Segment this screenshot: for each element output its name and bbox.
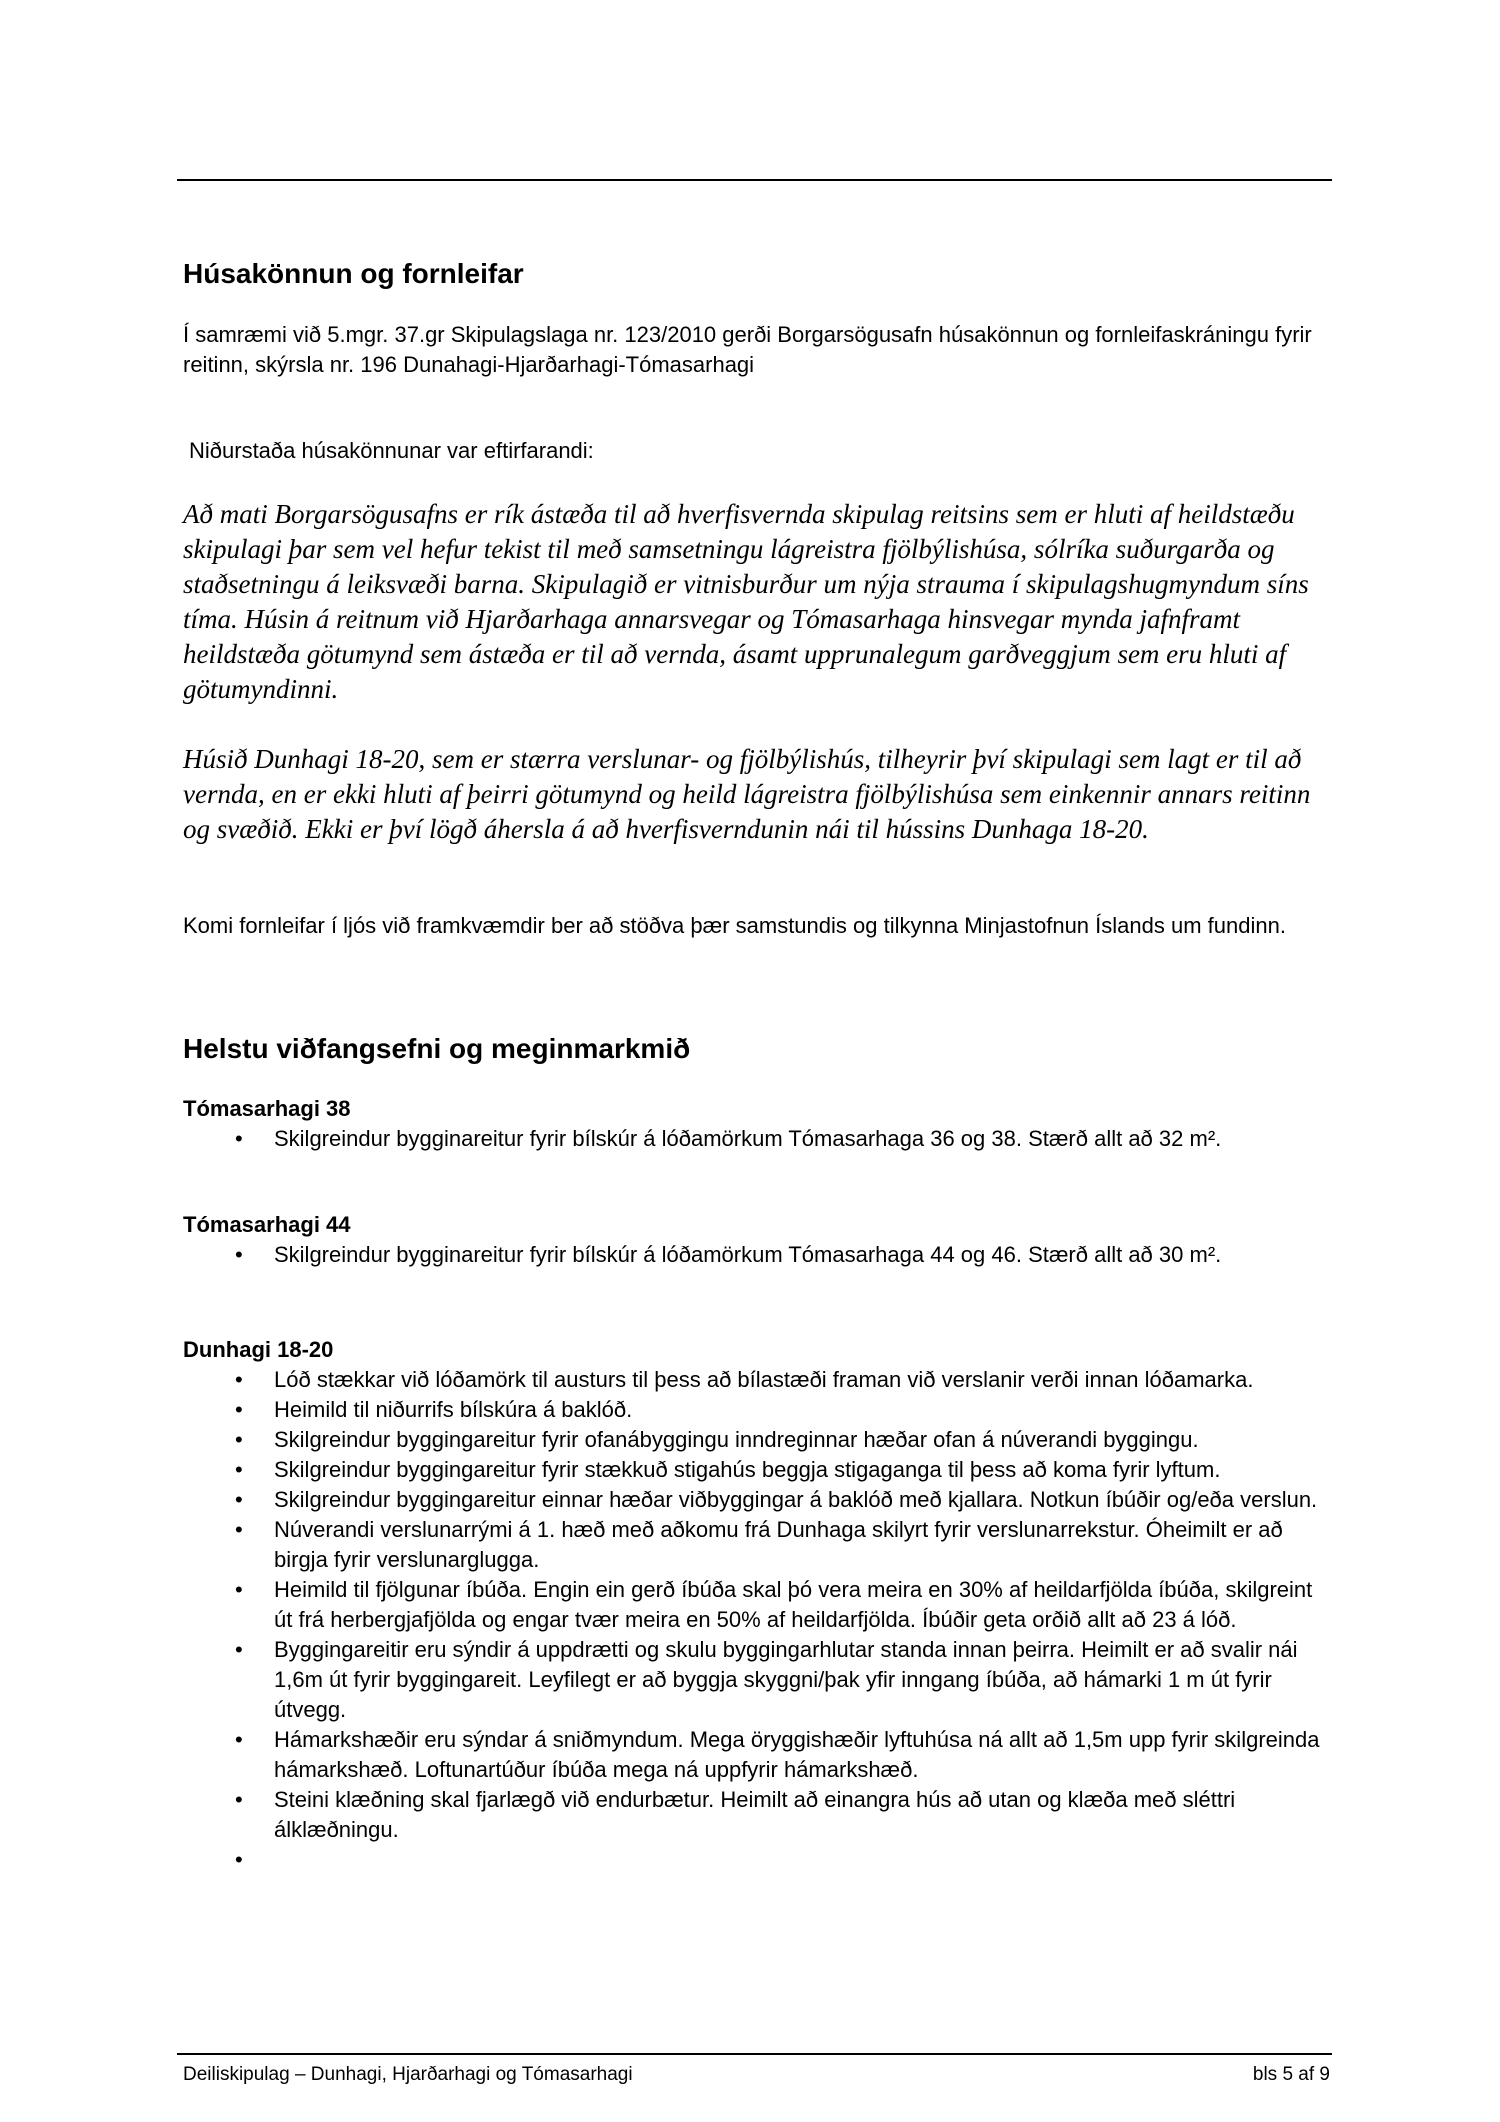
section-heading-husakonnun: Húsakönnun og fornleifar [183, 258, 524, 289]
group-title: Dunhagi 18-20 [183, 1337, 334, 1362]
page-number: bls 5 af 9 [1252, 2064, 1330, 2085]
group-dunhagi-18-20 [183, 1335, 1333, 1875]
quote-paragraph-2: Húsið Dunhagi 18-20, sem er stærra verslunar- og fjölbýlishús, tilheyrir því skipulagi sem lagt er til að vernda, en er ekki hluti af þeirri götumynd og heild lágreistra fjölbýlishúsa sem einkennir annars reitinn og svæðið. Ekki er því lögð áhersla á að hverfisverndunin nái til hússins Dunhaga 18-20. [183, 744, 1311, 844]
list-item: • Heimild til fjölgunar íbúða. Engin ein gerð íbúða skal þó vera meira en 30% af heildarfjölda íbúða, skilgreint út frá herbergjafjölda og engar tvær meira en 50% af heildarfjölda. Íbúðir geta orðið allt að 23 á lóð. [183, 1575, 1333, 1635]
intro-paragraph: Í samræmi við 5.mgr. 37.gr Skipulagslaga nr. 123/2010 gerði Borgarsögusafn húsakönnun og fornleifaskráningu fyrir reitinn, skýrsla nr. 196 Dunahagi-Hjarðarhagi-Tómasarhagi [183, 322, 1312, 377]
list-item: • Skilgreindur byggingareitur fyrir stækkuð stigahús beggja stigaganga til þess að koma fyrir lyftum. [183, 1455, 1333, 1485]
list-item: • Hámarkshæðir eru sýndar á sniðmyndum. Mega öryggishæðir lyftuhúsa ná allt að 1,5m upp fyrir skilgreinda hámarkshæð. Loftunartúður íbúða mega ná uppfyrir hámarkshæð. [183, 1725, 1333, 1785]
group-title: Tómasarhagi 44 [183, 1212, 351, 1237]
list-item: • Lóð stækkar við lóðamörk til austurs til þess að bílastæði framan við verslanir verði innan lóðamarka. [183, 1365, 1333, 1395]
result-label: Niðurstaða húsakönnunar var eftirfarandi: [189, 438, 594, 463]
list-item-empty [183, 1845, 1333, 1875]
list-item: • Skilgreindur byggingareitur fyrir ofanábyggingu inndreginnar hæðar ofan á núverandi byggingu. [183, 1425, 1333, 1455]
list-item: • Skilgreindur bygginareitur fyrir bílskúr á lóðamörkum Tómasarhaga 44 og 46. Stærð allt að 30 m². [183, 1240, 1333, 1270]
group-tomasarhagi-44 [183, 1210, 1333, 1270]
list-item: • Skilgreindur byggingareitur einnar hæðar viðbyggingar á baklóð með kjallara. Notkun íbúðir og/eða verslun. [183, 1485, 1333, 1515]
section-heading-vidfangsefni: Helstu viðfangsefni og meginmarkmið [183, 1033, 691, 1064]
list-item: • Heimild til niðurrifs bílskúra á baklóð. [183, 1395, 1333, 1425]
group-tomasarhagi-38 [183, 1094, 1333, 1154]
footer-rule [177, 2053, 1332, 2055]
group-title: Tómasarhagi 38 [183, 1096, 351, 1121]
list-item: • Skilgreindur bygginareitur fyrir bílskúr á lóðamörkum Tómasarhaga 36 og 38. Stærð allt að 32 m². [183, 1124, 1333, 1154]
quote-paragraph-1: Að mati Borgarsögusafns er rík ástæða til að hverfisvernda skipulag reitsins sem er hluti af heildstæðu skipulagi þar sem vel hefur tekist til með samsetningu lágreistra fjölbýlishúsa, sólríka suðurgarða og staðsetningu á leiksvæði barna. Skipulagið er vitnisburður um nýja strauma í skipulagshugmyndum síns tíma. Húsin á reitnum við Hjarðarhaga annarsvegar og Tómasarhaga hinsvegar mynda jafnframt heildstæða götumynd sem ástæða er til að vernda, ásamt upprunalegum garðveggjum sem eru hluti af götumyndinni. [183, 499, 1309, 704]
footer-title: Deiliskipulag – Dunhagi, Hjarðarhagi og Tómasarhagi [183, 2064, 633, 2085]
list-item: • Steini klæðning skal fjarlægð við endurbætur. Heimilt að einangra hús að utan og klæða með sléttri álklæðningu. [183, 1785, 1333, 1845]
list-item: • Núverandi verslunarrými á 1. hæð með aðkomu frá Dunhaga skilyrt fyrir verslunarrekstur. Óheimilt er að birgja fyrir verslunarglugga. [183, 1515, 1333, 1575]
archaeology-note: Komi fornleifar í ljós við framkvæmdir ber að stöðva þær samstundis og tilkynna Minjastofnun Íslands um fundinn. [183, 913, 1286, 938]
list-item: • Byggingareitir eru sýndir á uppdrætti og skulu byggingarhlutar standa innan þeirra. Heimilt er að svalir nái 1,6m út fyrir byggingareit. Leyfilegt er að byggja skyggni/þak yfir inngang íbúða, að hámarki 1 m út fyrir útvegg. [183, 1635, 1333, 1725]
header-rule [177, 179, 1332, 181]
